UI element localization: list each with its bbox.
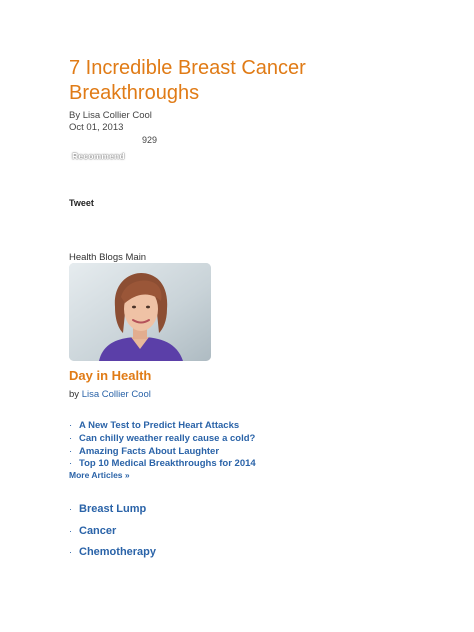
recommend-button[interactable]: Recommend xyxy=(72,151,125,161)
article-list xyxy=(69,420,256,471)
bullet-icon: · xyxy=(69,504,72,514)
list-item[interactable] xyxy=(69,420,256,433)
article-link[interactable]: Amazing Facts About Laughter xyxy=(79,445,220,457)
article-link[interactable]: Can chilly weather really cause a cold? xyxy=(79,432,256,444)
tag-item[interactable] xyxy=(69,499,156,521)
tag-item[interactable] xyxy=(69,521,156,543)
tag-item[interactable] xyxy=(69,542,156,564)
bullet-icon: · xyxy=(69,432,73,444)
article-link[interactable]: A New Test to Predict Heart Attacks xyxy=(79,420,240,431)
blog-byline xyxy=(69,389,151,400)
blog-title[interactable]: Day in Health xyxy=(69,368,152,383)
bullet-icon: · xyxy=(69,445,73,457)
by-prefix: by xyxy=(69,389,80,400)
tweet-button[interactable]: Tweet xyxy=(69,198,94,208)
author-line: By Lisa Collier Cool xyxy=(69,110,152,121)
article-date: Oct 01, 2013 xyxy=(69,122,124,133)
recommend-count: 929 xyxy=(142,135,158,145)
article-link[interactable]: Top 10 Medical Breakthroughs for 2014 xyxy=(79,458,256,470)
blog-author-link[interactable]: Lisa Collier Cool xyxy=(81,389,151,400)
bullet-icon: · xyxy=(69,547,72,557)
tag-link[interactable]: Breast Lump xyxy=(79,503,147,515)
more-articles-link[interactable]: More Articles » xyxy=(69,470,130,480)
author-photo xyxy=(69,263,211,361)
section-link[interactable]: Health Blogs Main xyxy=(69,252,147,263)
article-meta xyxy=(69,110,152,134)
list-item[interactable] xyxy=(69,433,256,446)
list-item[interactable] xyxy=(69,446,256,459)
bullet-icon: · xyxy=(69,420,73,431)
bullet-icon: · xyxy=(69,458,73,470)
bullet-icon: · xyxy=(69,525,72,536)
tag-link[interactable]: Chemotherapy xyxy=(79,546,157,558)
tag-link[interactable]: Cancer xyxy=(79,524,117,537)
portrait-image xyxy=(69,263,211,361)
article-title: 7 Incredible Breast Cancer Breakthroughs xyxy=(69,57,306,104)
tag-list xyxy=(69,499,156,564)
